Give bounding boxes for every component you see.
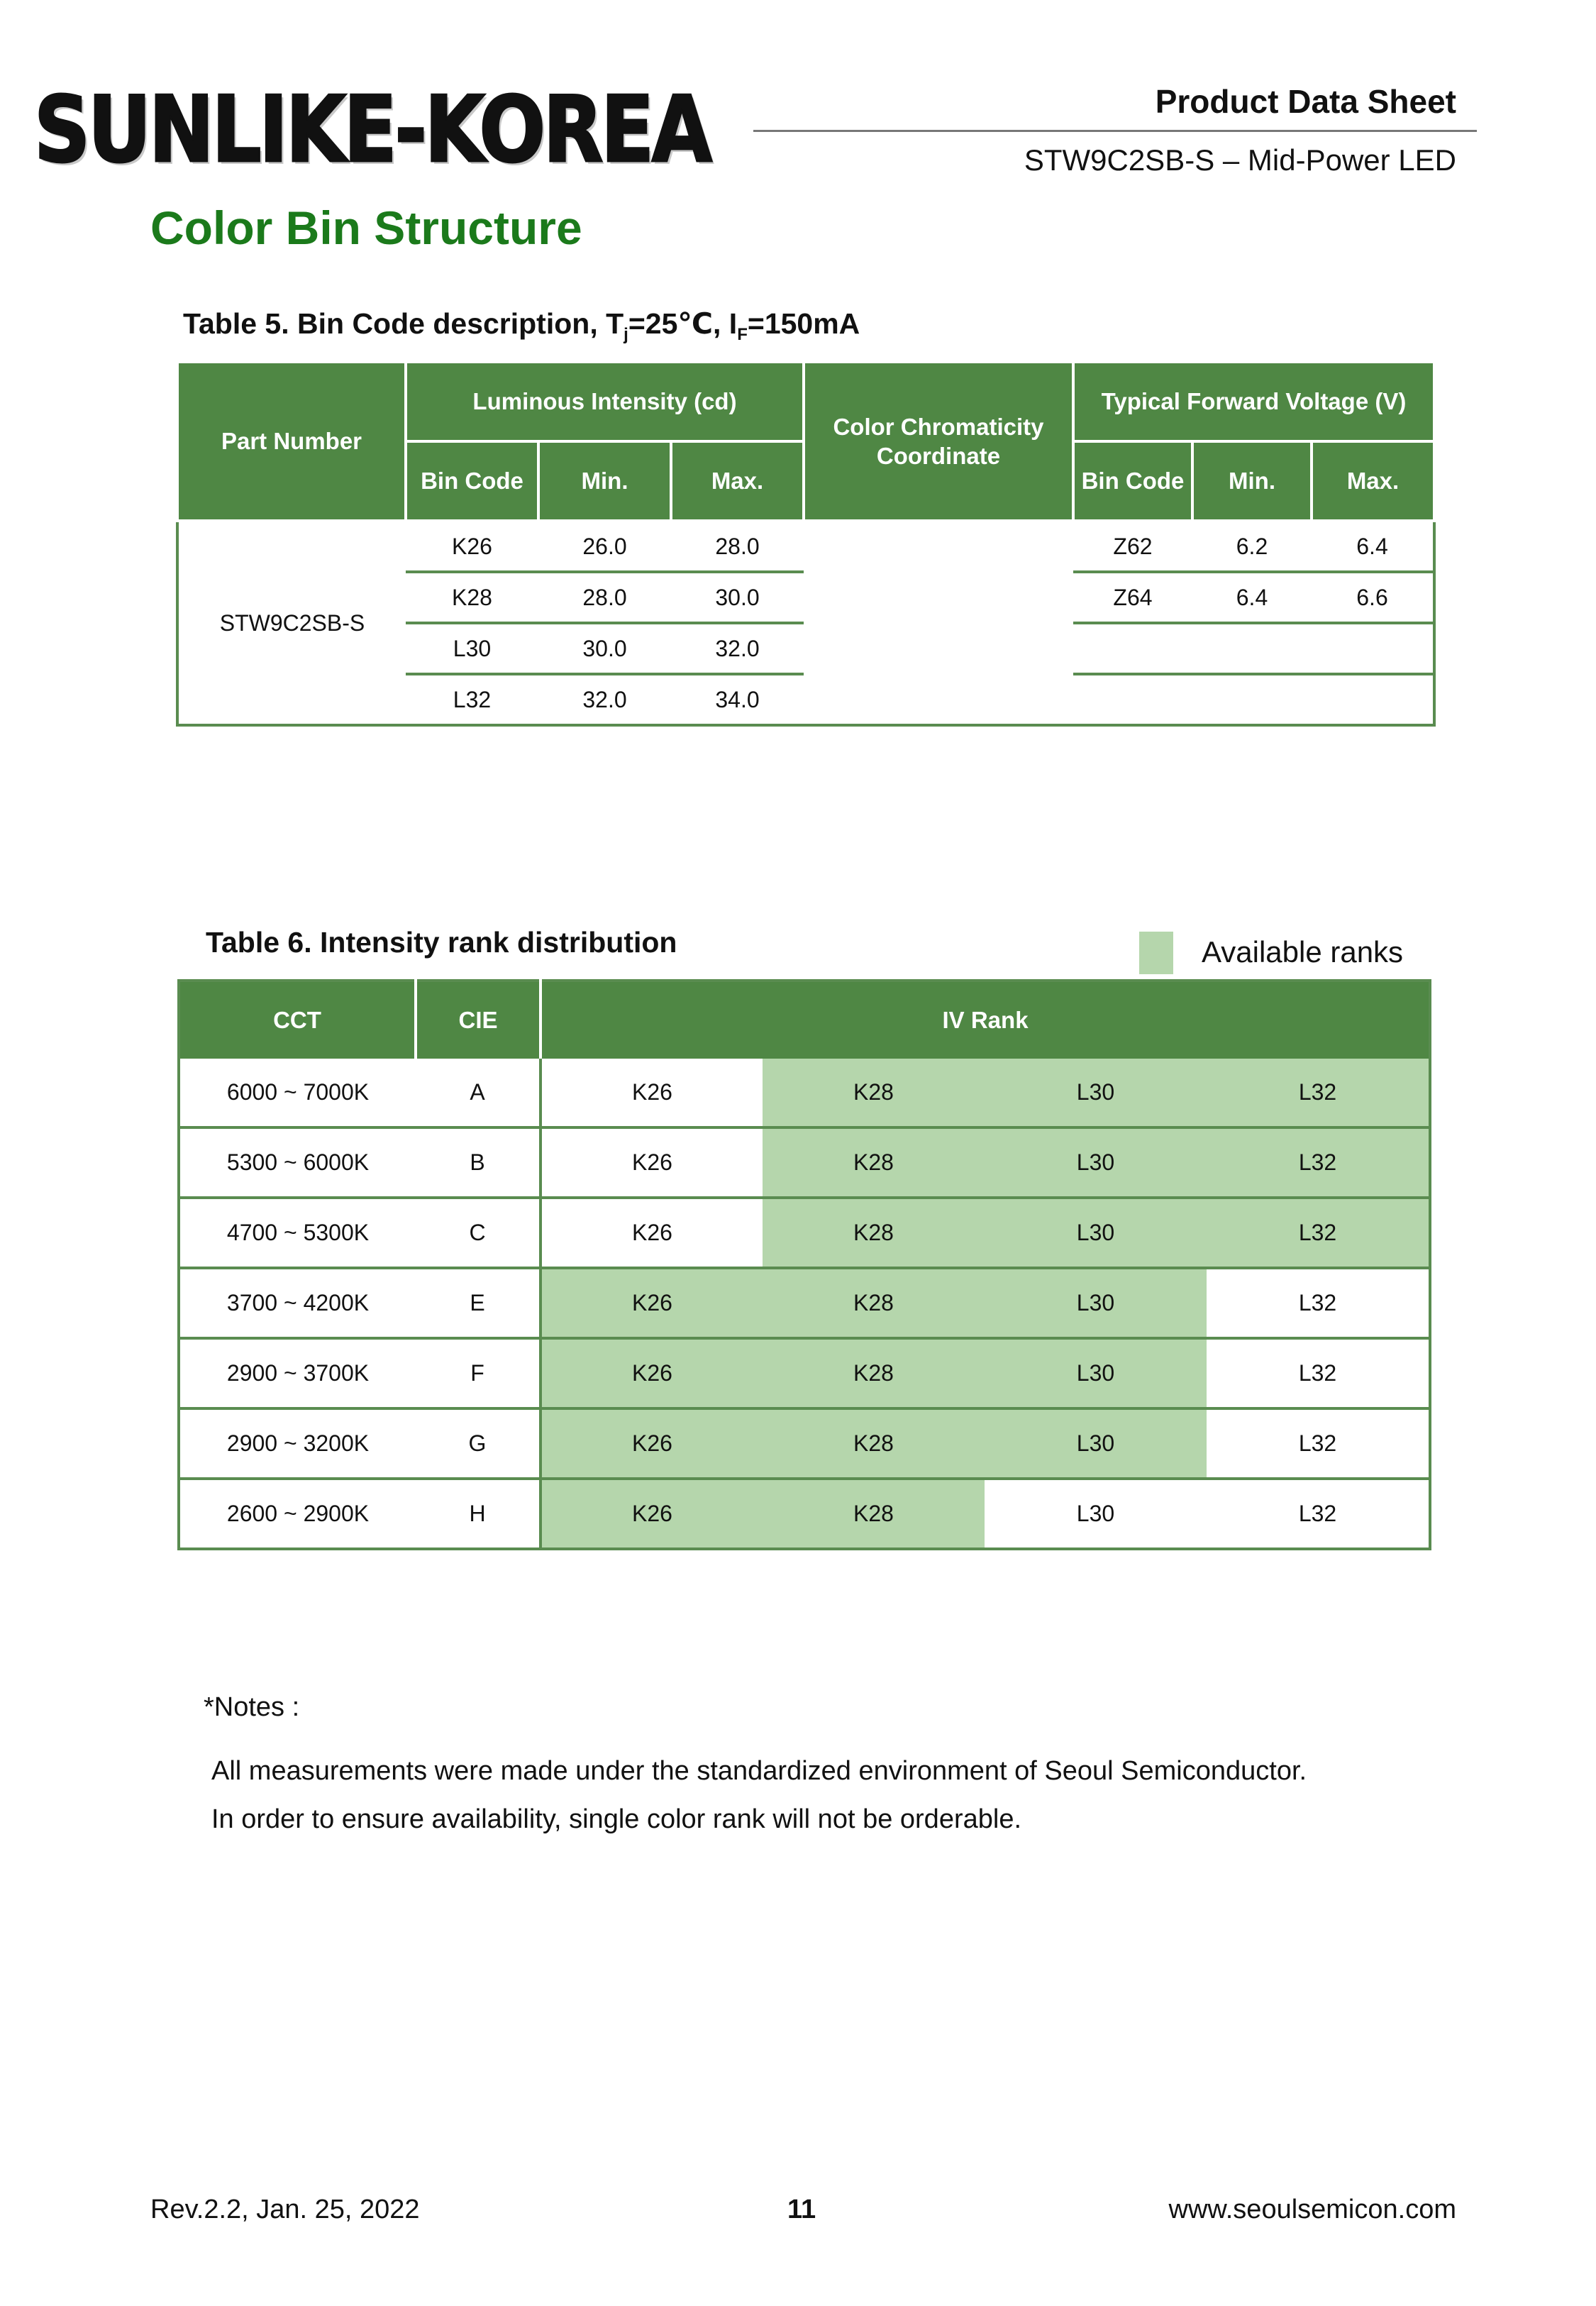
cct-cell: 4700 ~ 5300K <box>179 1198 416 1268</box>
iv-rank-cell: K28 <box>763 1198 985 1268</box>
iv-rank-cell: K26 <box>541 1408 763 1479</box>
cie-cell: G <box>416 1408 541 1479</box>
header-part-number: Part Number <box>177 362 406 521</box>
footer-revision: Rev.2.2, Jan. 25, 2022 <box>150 2195 420 2224</box>
volt-empty-cell <box>1312 674 1434 725</box>
header-volt-max: Max. <box>1312 441 1434 521</box>
header-volt-bin-code: Bin Code <box>1073 441 1192 521</box>
lum-min-cell: 28.0 <box>538 572 671 623</box>
footer-page-number: 11 <box>787 2195 816 2224</box>
iv-rank-cell: K26 <box>541 1198 763 1268</box>
volt-bin-cell: Z62 <box>1073 521 1192 572</box>
iv-rank-cell: L30 <box>985 1127 1207 1198</box>
table-row <box>179 1198 1430 1268</box>
table-row <box>179 1408 1430 1479</box>
iv-rank-cell: K26 <box>541 1268 763 1338</box>
lum-min-cell: 30.0 <box>538 623 671 674</box>
section-title: Color Bin Structure <box>150 202 582 254</box>
iv-rank-cell: L32 <box>1207 1268 1430 1338</box>
header-lum-min: Min. <box>538 441 671 521</box>
table-row <box>177 521 1434 572</box>
iv-rank-cell: K26 <box>541 1059 763 1127</box>
table6-caption: Table 6. Intensity rank distribution <box>206 926 677 959</box>
iv-rank-cell: L30 <box>985 1268 1207 1338</box>
iv-rank-cell: L32 <box>1207 1127 1430 1198</box>
volt-max-cell: 6.6 <box>1312 572 1434 623</box>
iv-rank-cell: L32 <box>1298 1501 1337 1526</box>
lum-min-cell: 32.0 <box>582 686 627 712</box>
volt-min-cell: 6.4 <box>1192 572 1312 623</box>
lum-min-cell: 26.0 <box>538 521 671 572</box>
iv-rank-cell: K28 <box>763 1268 985 1338</box>
cct-cell: 5300 ~ 6000K <box>179 1127 416 1198</box>
header-volt-min: Min. <box>1192 441 1312 521</box>
lum-bin-cell: L32 <box>453 686 492 712</box>
iv-rank-cell: K26 <box>541 1338 763 1408</box>
note-item: All measurements were made under the standardized environment of Seoul Semiconductor. <box>211 1756 1307 1786</box>
chromaticity-cell <box>804 521 1073 725</box>
cct-cell: 2900 ~ 3200K <box>179 1408 416 1479</box>
legend-label: Available ranks <box>1202 935 1404 969</box>
company-logo: SUNLIKE-KOREA <box>34 77 710 183</box>
cct-cell: 3700 ~ 4200K <box>179 1268 416 1338</box>
lum-bin-cell: K28 <box>406 572 538 623</box>
header-lum-max: Max. <box>671 441 804 521</box>
cie-cell: A <box>416 1059 541 1127</box>
iv-rank-cell: K28 <box>763 1408 985 1479</box>
cie-cell: F <box>416 1338 541 1408</box>
iv-rank-cell: K28 <box>763 1127 985 1198</box>
header-cct: CCT <box>179 981 416 1059</box>
iv-rank-cell: L30 <box>1076 1501 1115 1526</box>
lum-bin-cell: K26 <box>406 521 538 572</box>
header-iv-rank: IV Rank <box>541 981 1430 1059</box>
iv-rank-cell: K26 <box>541 1479 763 1549</box>
volt-bin-cell: Z64 <box>1073 572 1192 623</box>
intensity-rank-table <box>177 979 1431 1550</box>
table-row <box>179 1127 1430 1198</box>
lum-max-cell: 28.0 <box>671 521 804 572</box>
iv-rank-cell: L32 <box>1207 1059 1430 1127</box>
volt-empty-cell <box>1312 623 1434 674</box>
notes-title: *Notes : <box>204 1692 300 1722</box>
table-row <box>179 1479 1430 1549</box>
cct-cell: 2900 ~ 3700K <box>179 1338 416 1408</box>
header-color-chromaticity: Color Chromaticity Coordinate <box>804 362 1073 521</box>
iv-rank-cell: K28 <box>763 1338 985 1408</box>
legend-swatch <box>1139 932 1173 974</box>
lum-bin-cell: L30 <box>406 623 538 674</box>
volt-min-cell: 6.2 <box>1192 521 1312 572</box>
footer-website[interactable]: www.seoulsemicon.com <box>1168 2195 1456 2224</box>
header-luminous-intensity: Luminous Intensity (cd) <box>406 362 804 441</box>
volt-max-cell: 6.4 <box>1312 521 1434 572</box>
iv-rank-cell: L32 <box>1207 1198 1430 1268</box>
cie-cell: B <box>416 1127 541 1198</box>
volt-empty-cell <box>1192 623 1312 674</box>
lum-max-cell: 32.0 <box>671 623 804 674</box>
volt-empty-cell <box>1192 674 1312 725</box>
iv-rank-cell: L30 <box>985 1059 1207 1127</box>
header-cie: CIE <box>416 981 541 1059</box>
table-row <box>179 1268 1430 1338</box>
iv-rank-cell: L32 <box>1207 1408 1430 1479</box>
lum-max-cell: 34.0 <box>715 686 760 712</box>
cct-cell: 6000 ~ 7000K <box>179 1059 416 1127</box>
header-lum-bin-code: Bin Code <box>406 441 538 521</box>
iv-rank-cell: K26 <box>541 1127 763 1198</box>
document-subtitle: STW9C2SB-S – Mid-Power LED <box>1024 143 1456 177</box>
table-row <box>179 1338 1430 1408</box>
cie-cell: H <box>416 1479 541 1549</box>
iv-rank-cell: L32 <box>1207 1338 1430 1408</box>
volt-empty-cell <box>1073 623 1192 674</box>
cie-cell: E <box>416 1268 541 1338</box>
table5-caption: Table 5. Bin Code description, $T_j=25℃$, $I_F=150mA$ <box>183 307 860 345</box>
bin-code-table <box>176 360 1436 727</box>
iv-rank-cell: L30 <box>985 1338 1207 1408</box>
cct-cell: 2600 ~ 2900K <box>226 1501 370 1526</box>
lum-max-cell: 30.0 <box>671 572 804 623</box>
iv-rank-cell: L30 <box>985 1198 1207 1268</box>
iv-rank-cell: L30 <box>985 1408 1207 1479</box>
header-divider <box>753 130 1477 132</box>
iv-rank-cell: K28 <box>763 1059 985 1127</box>
table-row <box>179 1059 1430 1127</box>
cie-cell: C <box>416 1198 541 1268</box>
header-forward-voltage: Typical Forward Voltage (V) <box>1073 362 1434 441</box>
part-number-cell: STW9C2SB-S <box>219 609 365 636</box>
note-item: In order to ensure availability, single color rank will not be orderable. <box>211 1804 1022 1834</box>
iv-rank-cell: K28 <box>763 1479 985 1549</box>
volt-empty-cell <box>1073 674 1192 725</box>
document-type: Product Data Sheet <box>1155 83 1456 120</box>
